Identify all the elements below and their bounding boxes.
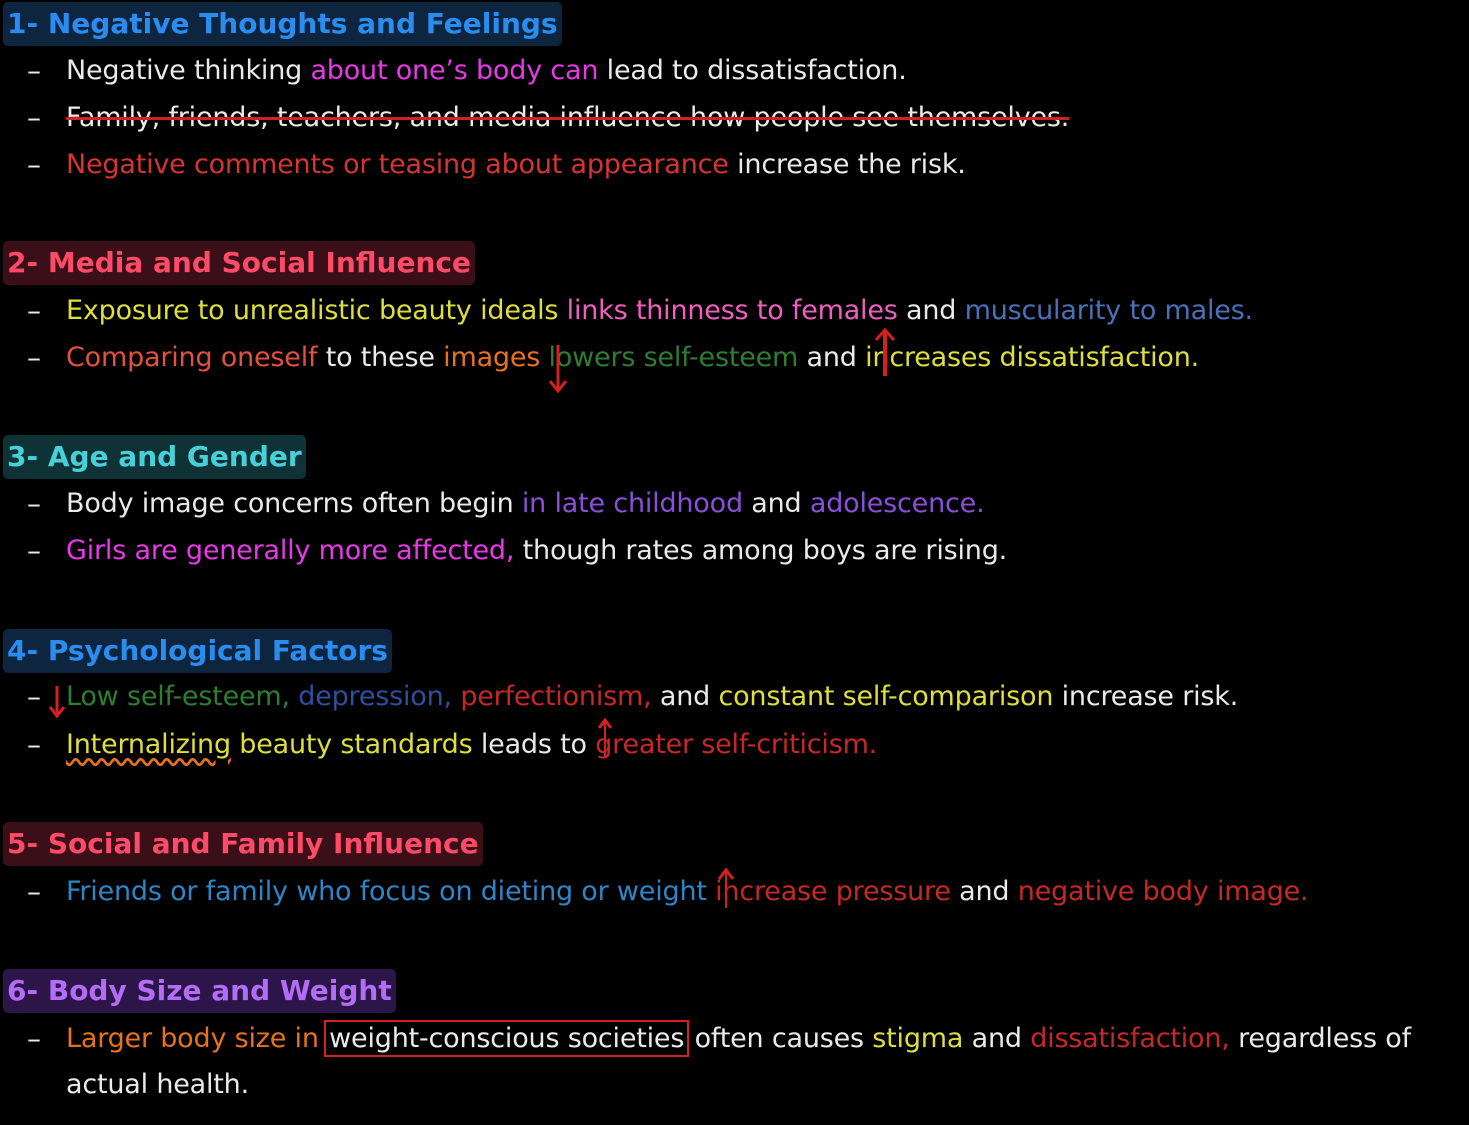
dash-marker: – [27, 1022, 41, 1055]
text-segment: Comparing oneself [66, 342, 318, 373]
text-segment: regardless of actual health. [66, 1023, 1411, 1100]
text-segment: increase the risk. [728, 149, 966, 180]
text-segment: Friends or family who focus on dieting or weight [66, 876, 707, 907]
text-segment: in late childhood [521, 488, 743, 519]
text-segment: dissatisfaction, [1030, 1023, 1230, 1054]
text-segment: and [742, 488, 810, 519]
down-arrow-icon [548, 343, 568, 397]
text-segment: Exposure to unrealistic beauty ideals [66, 295, 567, 326]
bullet-text [66, 674, 1464, 720]
dash-marker: – [27, 341, 41, 374]
section-heading: 1- Negative Thoughts and Feelings [3, 2, 562, 46]
text-segment: stigma [872, 1023, 964, 1054]
bullet-text [66, 722, 1464, 768]
text-segment: Negative thinking [66, 55, 311, 86]
dash-marker: – [27, 680, 41, 713]
text-segment: greater self-criticism. [586, 729, 878, 760]
text-segment: about one’s body can [310, 55, 599, 86]
text-segment: to these [317, 342, 444, 373]
text-segment: muscularity to males. [964, 295, 1253, 326]
bullet-text [66, 95, 1464, 141]
text-segment: images [443, 342, 541, 373]
text-segment: lowers self-esteem [540, 342, 799, 373]
text-segment: and [950, 876, 1018, 907]
bullet-text [66, 869, 1464, 915]
text-segment: Low self-esteem, [66, 681, 299, 712]
down-arrow-icon [48, 684, 66, 720]
list-item [0, 48, 1469, 94]
dash-marker: – [27, 534, 41, 567]
list-item [0, 142, 1469, 188]
up-arrow-icon [596, 716, 614, 760]
boxed-text: weight-conscious societies [329, 1023, 685, 1054]
list-item [0, 528, 1469, 574]
bullet-text [66, 335, 1464, 381]
text-segment: increase pressure [706, 876, 951, 907]
text-segment: often causes [686, 1023, 873, 1054]
dash-marker: – [27, 487, 41, 520]
section-heading: 6- Body Size and Weight [3, 969, 396, 1013]
up-arrow-icon [716, 866, 736, 910]
up-arrow-icon [874, 326, 896, 378]
list-item [0, 481, 1469, 527]
text-segment: Larger body size [66, 1023, 287, 1054]
text-segment: perfectionism, [460, 681, 652, 712]
section-heading: 4- Psychological Factors [3, 629, 392, 673]
text-segment: adolescence. [809, 488, 985, 519]
text-segment: beauty standards [230, 729, 473, 760]
text-segment: and [897, 295, 965, 326]
bullet-text [66, 142, 1464, 188]
bullet-text [66, 48, 1464, 94]
text-segment: and [963, 1023, 1031, 1054]
bullet-text [66, 481, 1464, 527]
list-item [0, 722, 1469, 768]
text-segment: and [798, 342, 866, 373]
text-segment: Girls are generally more affected, [66, 535, 515, 566]
list-item [0, 674, 1469, 720]
text-segment: negative body image. [1017, 876, 1309, 907]
text-segment: constant self-comparison [718, 681, 1054, 712]
list-item [0, 95, 1469, 141]
text-segment: and [651, 681, 719, 712]
dash-marker: – [27, 148, 41, 181]
dash-marker: – [27, 875, 41, 908]
spellcheck-underlined-text: Internalizing [66, 729, 231, 760]
section-heading: 5- Social and Family Influence [3, 822, 483, 866]
text-segment: in [286, 1023, 328, 1054]
bullet-text [66, 1016, 1464, 1108]
text-segment: Body image concerns often begin [66, 488, 522, 519]
text-segment: increase risk. [1053, 681, 1239, 712]
text-segment: links thinness to females [566, 295, 898, 326]
bullet-text [66, 288, 1464, 334]
text-segment: Negative comments or teasing about appearance [66, 149, 729, 180]
bullet-text [66, 528, 1464, 574]
struck-text: Family, friends, teachers, and media influence how people see themselves. [66, 102, 1070, 133]
list-item [0, 335, 1469, 381]
list-item [0, 1016, 1469, 1110]
text-segment: lead to dissatisfaction. [598, 55, 907, 86]
text-segment: depression, [298, 681, 461, 712]
section-heading: 3- Age and Gender [3, 435, 306, 479]
text-segment: leads to [472, 729, 587, 760]
section-heading: 2- Media and Social Influence [3, 241, 475, 285]
text-segment: though rates among boys are rising. [514, 535, 1008, 566]
dash-marker: – [27, 54, 41, 87]
dash-marker: – [27, 294, 41, 327]
dash-marker: – [27, 728, 41, 761]
text-segment: increases dissatisfaction. [865, 342, 1200, 373]
list-item [0, 288, 1469, 334]
dash-marker: – [27, 101, 41, 134]
